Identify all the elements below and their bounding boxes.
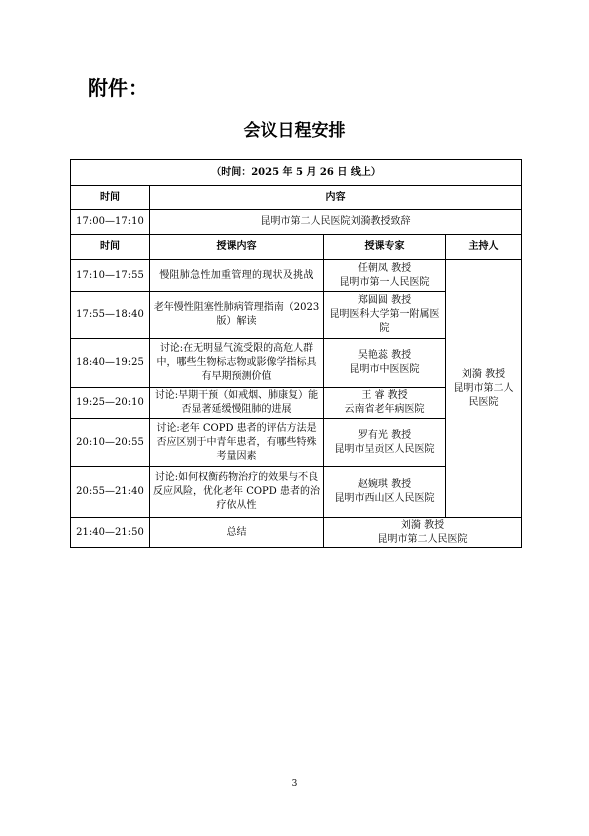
header-expert: 授课专家 bbox=[324, 235, 446, 260]
closing-content: 总结 bbox=[150, 518, 324, 548]
row-expert: 吴艳蕊 教授 昆明市中医医院 bbox=[324, 339, 446, 388]
opening-time: 17:00—17:10 bbox=[71, 210, 150, 235]
row-topic: 讨论:早期干预（如戒烟、肺康复）能否显著延缓慢阻肺的进展 bbox=[150, 388, 324, 419]
row-expert: 王 睿 教授 云南省老年病医院 bbox=[324, 388, 446, 419]
header-time-2: 时间 bbox=[71, 235, 150, 260]
attachment-label: 附件： bbox=[88, 76, 148, 100]
header-row-2 bbox=[71, 235, 522, 260]
row-topic: 讨论:在无明显气流受限的高危人群中，哪些生物标志物或影像学指标具有早期预测价值 bbox=[150, 339, 324, 388]
row-expert: 罗有光 教授 昆明市呈贡区人民医院 bbox=[324, 419, 446, 467]
row-time: 17:10—17:55 bbox=[71, 260, 150, 292]
row-time: 19:25—20:10 bbox=[71, 388, 150, 419]
header-time: 时间 bbox=[71, 186, 150, 210]
row-time: 20:55—21:40 bbox=[71, 467, 150, 518]
row-time: 17:55—18:40 bbox=[71, 292, 150, 339]
row-topic: 讨论:老年 COPD 患者的评估方法是否应区别于中青年患者，有哪些特殊考量因素 bbox=[150, 419, 324, 467]
row-topic: 慢阻肺急性加重管理的现状及挑战 bbox=[150, 260, 324, 292]
row-time: 18:40—19:25 bbox=[71, 339, 150, 388]
header-topic: 授课内容 bbox=[150, 235, 324, 260]
page-number: 3 bbox=[291, 779, 298, 789]
page-title: 会议日程安排 bbox=[243, 121, 346, 141]
session-info-row bbox=[71, 160, 522, 186]
row-time: 20:10—20:55 bbox=[71, 419, 150, 467]
row-expert: 赵婉琪 教授 昆明市西山区人民医院 bbox=[324, 467, 446, 518]
opening-content: 昆明市第二人民医院刘漪教授致辞 bbox=[150, 210, 522, 235]
header-host: 主持人 bbox=[446, 235, 522, 260]
table-row bbox=[71, 260, 522, 292]
row-topic: 老年慢性阻塞性肺病管理指南（2023 版）解读 bbox=[150, 292, 324, 339]
opening-row bbox=[71, 210, 522, 235]
row-expert: 任朝凤 教授 昆明市第一人民医院 bbox=[324, 260, 446, 292]
header-content: 内容 bbox=[150, 186, 522, 210]
session-info: （时间：2025 年 5 月 26 日 线上） bbox=[71, 160, 522, 186]
header-row-1 bbox=[71, 186, 522, 210]
schedule-table bbox=[70, 159, 522, 548]
closing-row bbox=[71, 518, 522, 548]
row-expert: 郑圆圆 教授 昆明医科大学第一附属医院 bbox=[324, 292, 446, 339]
row-topic: 讨论:如何权衡药物治疗的效果与不良反应风险，优化老年 COPD 患者的治疗依从性 bbox=[150, 467, 324, 518]
host-cell: 刘漪 教授 昆明市第二人民医院 bbox=[446, 260, 522, 518]
closing-time: 21:40—21:50 bbox=[71, 518, 150, 548]
closing-expert: 刘漪 教授 昆明市第二人民医院 bbox=[324, 518, 522, 548]
